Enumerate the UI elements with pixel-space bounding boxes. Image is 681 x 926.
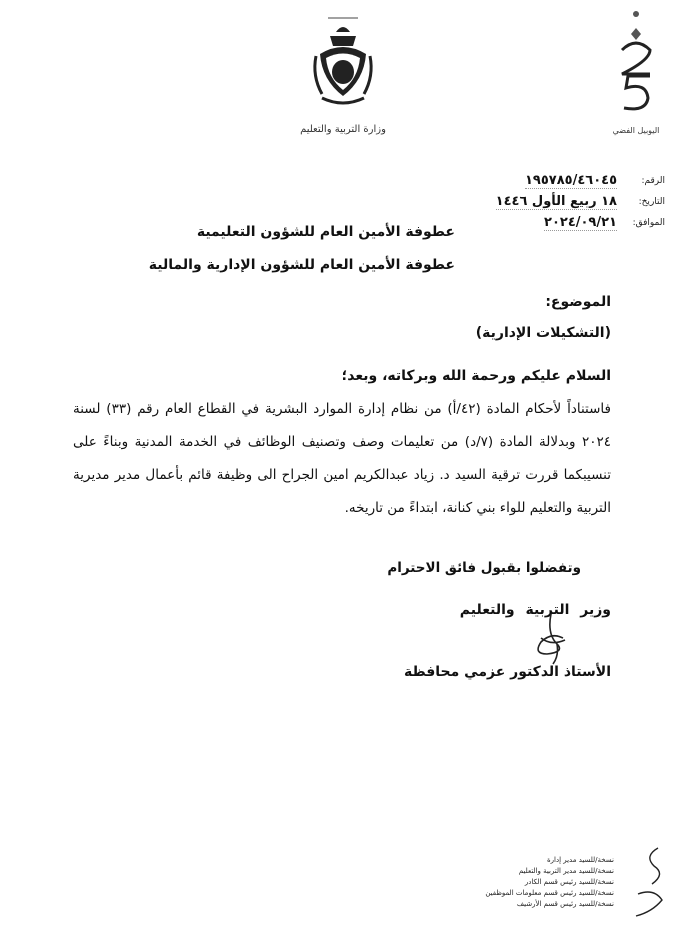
letter-body: فاستناداً لأحكام المادة (٤٢/أ) من نظام إدارة الموارد البشرية في القطاع العام رقم (٣٣) لسنة ٢٠٢٤ وبدلالة المادة (٧/د) من تعليمات وصف وتصنيف الوظائف في الخدمة المدنية وبناءً على تنسيبكما قررت ترقية السيد د. زياد عبدالكريم امين الجراح الى وظيفة قائم بأعمال مدير مديرية التربية والتعليم للواء بني كنانة، ابتداءً من تاريخه. [73, 401, 612, 516]
ref-value: ١٩٥٧٨٥/٤٦٠٤٥ [524, 172, 617, 188]
match-row [465, 212, 665, 233]
ref-row [465, 170, 665, 191]
cc-item: نسخة/للسيد مدير إدارة [546, 856, 614, 864]
initials-mark [618, 844, 678, 926]
signatory-title: وزير التربية والتعليم [459, 602, 611, 618]
closing-line: وتفضلوا بقبول فائق الاحترام [387, 560, 581, 576]
date-label: التاريخ: [638, 196, 665, 207]
cc-item: نسخة/للسيد رئيس قسم معلومات الموظفين [485, 889, 614, 897]
greeting: السلام عليكم ورحمة الله وبركاته، وبعد؛ [341, 368, 611, 384]
date-row [465, 191, 665, 212]
handwritten-initials-icon [618, 844, 678, 922]
addressee-line-2: عطوفة الأمين العام للشؤون الإدارية والمالية [148, 257, 455, 273]
subject-label: الموضوع: [545, 294, 611, 310]
date-hijri: ١٨ ربيع الأول ١٤٤٦ [495, 193, 617, 209]
cc-item: نسخة/للسيد مدير التربية والتعليم [518, 867, 614, 875]
cc-item: نسخة/للسيد رئيس قسم الكادر [524, 878, 614, 886]
handwritten-signature [521, 608, 581, 672]
reference-block [465, 170, 665, 233]
subject-value: (التشكيلات الإدارية) [475, 325, 611, 341]
signatory-name: الأستاذ الدكتور عزمي محافظة [403, 664, 611, 680]
silver-jubilee-25-icon [606, 4, 666, 122]
jubilee-text: اليوبيل الفضي [612, 126, 660, 135]
match-label: الموافق: [632, 217, 665, 228]
signature-icon [521, 608, 581, 668]
jordan-crest-icon [308, 6, 378, 118]
jubilee-logo [596, 4, 676, 135]
ministry-emblem [288, 6, 398, 135]
cc-list [444, 855, 614, 910]
ref-label: الرقم: [641, 175, 665, 186]
cc-item: نسخة/للسيد رئيس قسم الأرشيف [516, 900, 614, 908]
addressee-line-1: عطوفة الأمين العام للشؤون التعليمية [196, 224, 455, 240]
date-gregorian: ٢٠٢٤/٠٩/٢١ [544, 214, 617, 230]
ministry-name: وزارة التربية والتعليم [300, 124, 386, 135]
